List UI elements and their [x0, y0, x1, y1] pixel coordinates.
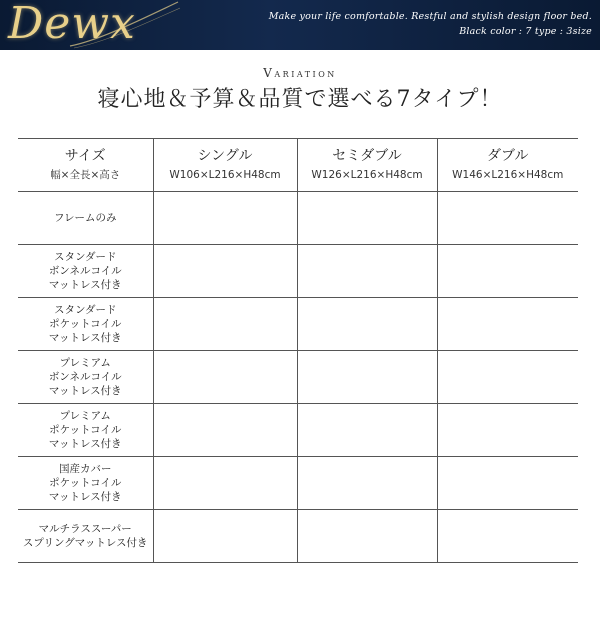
- table-header-row: [18, 139, 578, 192]
- table-cell: [437, 457, 578, 510]
- column-dimensions: W126×L216×H48cm: [311, 169, 423, 181]
- column-header-single: [153, 139, 297, 192]
- row-label-cell: [18, 457, 153, 510]
- column-dimensions: W106×L216×H48cm: [169, 169, 281, 181]
- row-label: スタンダード ポケットコイル マットレス付き: [48, 304, 122, 344]
- table-cell: [297, 510, 437, 563]
- table-cell: [153, 298, 297, 351]
- section-title: 寝心地＆予算＆品質で選べる7タイプ！: [97, 87, 503, 112]
- size-dimension-heading: 幅×全長×高さ: [50, 169, 121, 181]
- table-cell: [153, 404, 297, 457]
- row-label: フレームのみ: [53, 212, 117, 224]
- table-cell: [153, 510, 297, 563]
- table-cell: [153, 192, 297, 245]
- table-cell: [297, 404, 437, 457]
- table-cell: [437, 351, 578, 404]
- table-row: [18, 192, 578, 245]
- table-cell: [297, 351, 437, 404]
- table-cell: [297, 192, 437, 245]
- variation-table: [18, 138, 578, 563]
- row-label-cell: [18, 404, 153, 457]
- column-header-double: [437, 139, 578, 192]
- column-name: ダブル: [487, 148, 529, 164]
- column-name: シングル: [197, 148, 253, 164]
- table-cell: [437, 192, 578, 245]
- row-label-cell: [18, 351, 153, 404]
- row-label: プレミアム ボンネルコイル マットレス付き: [48, 357, 122, 397]
- row-label-cell: [18, 298, 153, 351]
- column-header-semi-double: [297, 139, 437, 192]
- row-label: マルチラススーパー スプリングマットレス付き: [22, 523, 148, 549]
- table-row: [18, 404, 578, 457]
- table-cell: [297, 457, 437, 510]
- table-cell: [153, 245, 297, 298]
- tagline-line-1: Make your life comfortable. Restful and stylish design floor bed.: [268, 11, 592, 22]
- tagline-line-2: Black color : 7 type : 3size: [459, 26, 592, 37]
- row-label-cell: [18, 510, 153, 563]
- size-heading: サイズ: [64, 148, 106, 164]
- row-label: プレミアム ポケットコイル マットレス付き: [48, 410, 122, 450]
- row-label-cell: [18, 245, 153, 298]
- row-label: スタンダード ボンネルコイル マットレス付き: [48, 251, 122, 291]
- tagline: [269, 9, 592, 39]
- table-cell: [437, 404, 578, 457]
- header-banner: [0, 0, 600, 50]
- column-dimensions: W146×L216×H48cm: [452, 169, 564, 181]
- table-cell: [297, 245, 437, 298]
- section-subtitle: Variation: [263, 66, 337, 80]
- table-row: [18, 351, 578, 404]
- row-label: 国産カバー ポケットコイル マットレス付き: [48, 463, 122, 503]
- table-cell: [437, 245, 578, 298]
- table-row: [18, 298, 578, 351]
- table-row: [18, 457, 578, 510]
- table-row: [18, 510, 578, 563]
- table-row: [18, 245, 578, 298]
- table-cell: [153, 457, 297, 510]
- table-cell: [437, 298, 578, 351]
- row-label-cell: [18, 192, 153, 245]
- table-cell: [153, 351, 297, 404]
- corner-header: [18, 139, 153, 192]
- table-cell: [437, 510, 578, 563]
- column-name: セミダブル: [332, 148, 402, 164]
- table-cell: [297, 298, 437, 351]
- brand-logo: Dewx: [8, 0, 136, 49]
